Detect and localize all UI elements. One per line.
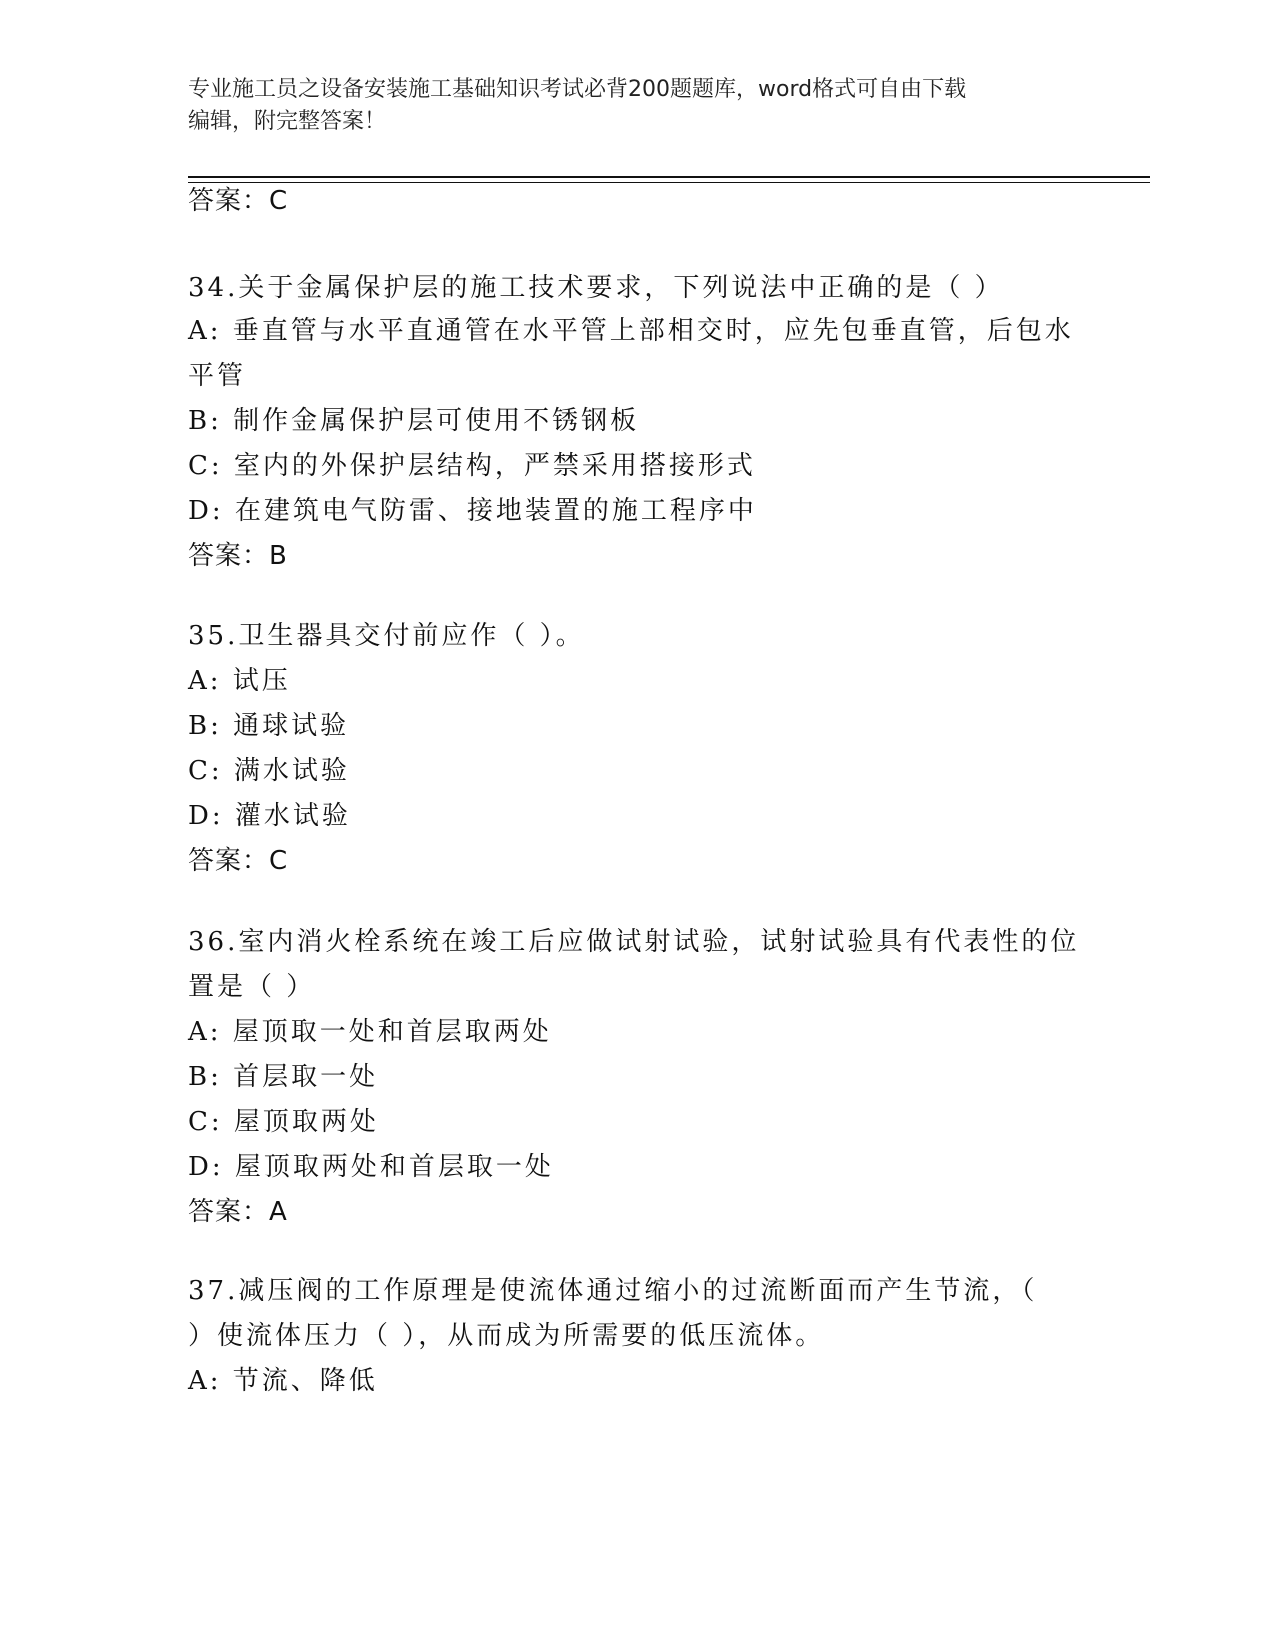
question-34 (188, 266, 1074, 579)
option-d: D: 灌水试验 (188, 801, 351, 831)
question-stem: 36.室内消火栓系统在竣工后应做试射试验，试射试验具有代表性的位 (188, 927, 1080, 957)
header-line-1: 专业施工员之设备安装施工基础知识考试必背200题题库，word格式可自由下载 (188, 77, 967, 102)
option-c: C: 满水试验 (188, 756, 350, 786)
question-35 (188, 614, 585, 884)
option-b: B: 制作金属保护层可使用不锈钢板 (188, 406, 640, 436)
top-answer: 答案：C (188, 186, 289, 216)
answer: 答案：B (188, 541, 288, 571)
document-header (188, 74, 1088, 138)
question-stem-continued: ）使流体压力（ ），从而成为所需要的低压流体。 (188, 1321, 825, 1351)
question-stem-continued: 置是（ ） (188, 972, 316, 1002)
header-rule-thick (188, 176, 1150, 178)
question-stem: 35.卫生器具交付前应作（ ）。 (188, 621, 585, 651)
option-a: A: 试压 (188, 666, 291, 696)
answer: 答案：C (188, 846, 289, 876)
option-a: A: 垂直管与水平直通管在水平管上部相交时，应先包垂直管，后包水 (188, 316, 1074, 346)
option-a-continued: 平管 (188, 361, 247, 391)
option-b: B: 通球试验 (188, 711, 350, 741)
option-c: C: 室内的外保护层结构，严禁采用搭接形式 (188, 451, 756, 481)
option-d: D: 在建筑电气防雷、接地装置的施工程序中 (188, 496, 757, 526)
header-rule-thin (188, 182, 1150, 183)
question-37 (188, 1269, 1037, 1404)
option-d: D: 屋顶取两处和首层取一处 (188, 1152, 554, 1182)
option-a: A: 屋顶取一处和首层取两处 (188, 1017, 552, 1047)
header-line-2: 编辑，附完整答案！ (188, 109, 387, 134)
option-c: C: 屋顶取两处 (188, 1107, 379, 1137)
option-a: A: 节流、降低 (188, 1366, 378, 1396)
option-b: B: 首层取一处 (188, 1062, 379, 1092)
question-stem: 34.关于金属保护层的施工技术要求，下列说法中正确的是（ ） (188, 273, 1004, 303)
question-36 (188, 920, 1079, 1235)
question-stem: 37.减压阀的工作原理是使流体通过缩小的过流断面而产生节流，（ (188, 1276, 1038, 1306)
answer: 答案：A (188, 1197, 288, 1227)
